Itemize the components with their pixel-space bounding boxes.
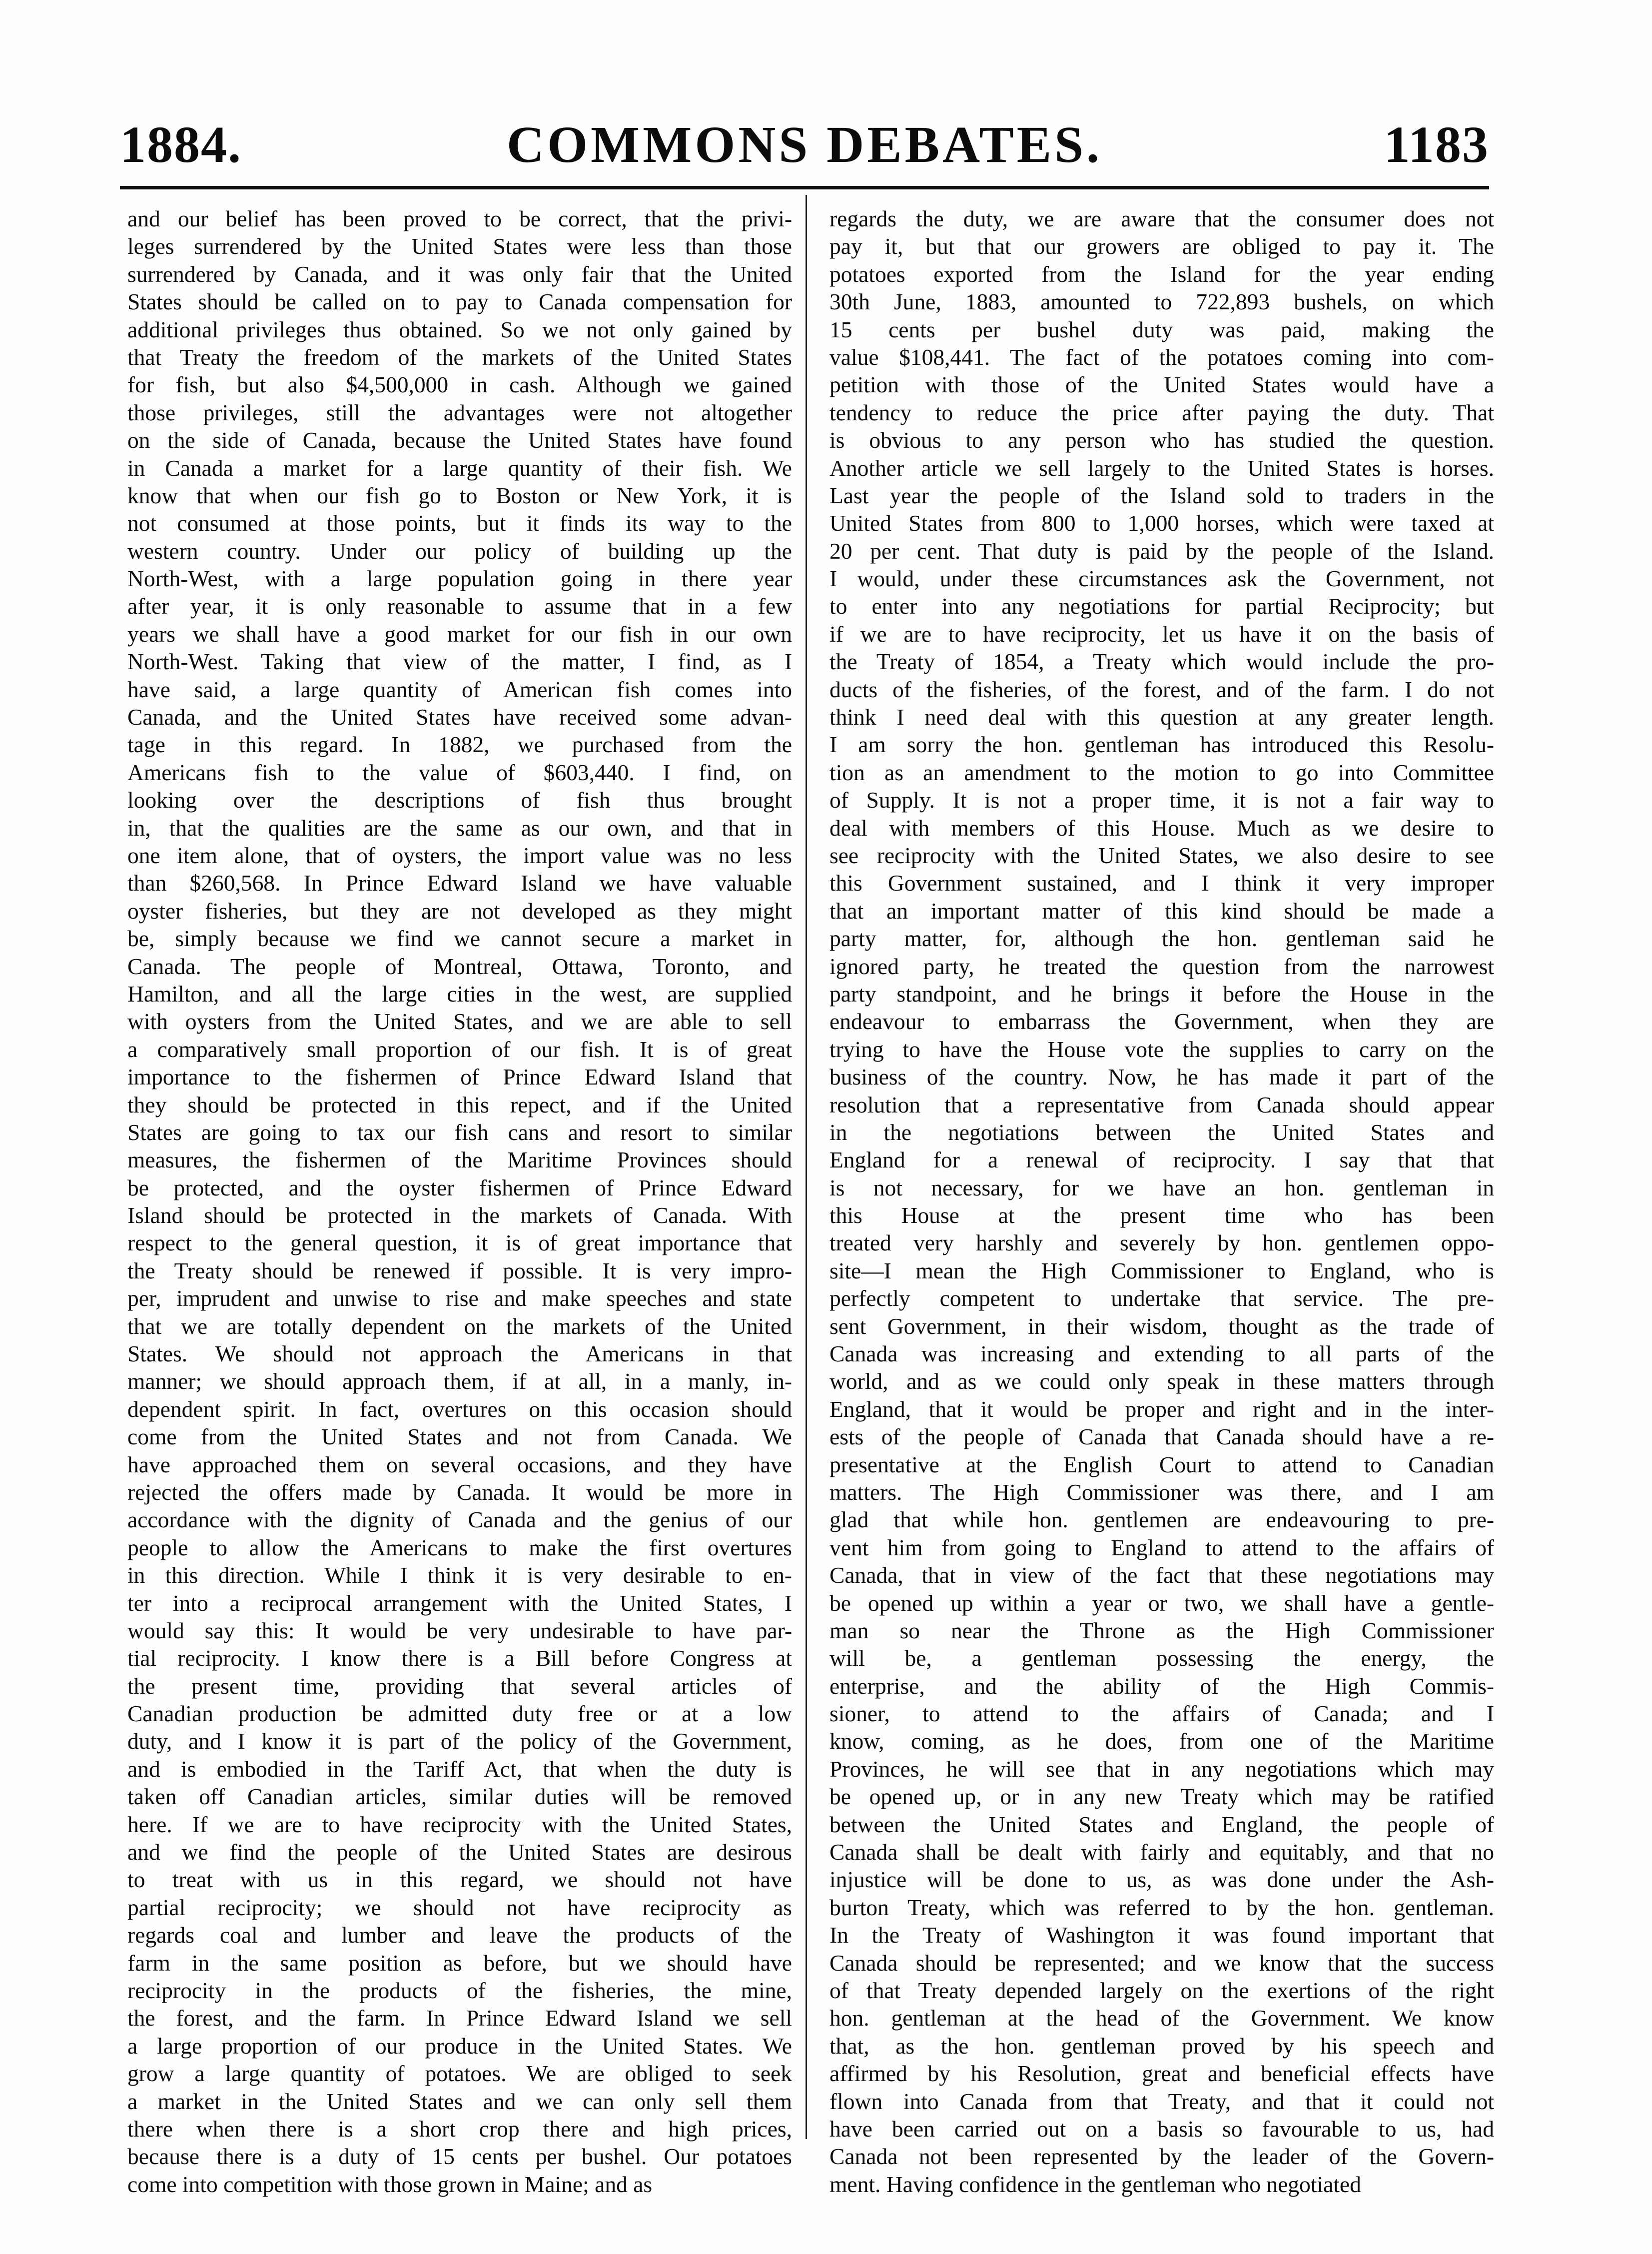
text-line: tion as an amendment to the motion to go into Committee — [829, 759, 1494, 785]
text-line: 20 per cent. That duty is paid by the people of the Island. — [829, 538, 1494, 564]
text-line: respect to the general question, it is of great importance that — [127, 1230, 792, 1256]
text-line: world, and as we could only speak in these matters through — [829, 1368, 1494, 1394]
text-line: because there is a duty of 15 cents per bushel. Our potatoes — [127, 2144, 792, 2170]
text-line: presentative at the English Court to attend to Canadian — [829, 1451, 1494, 1477]
text-line: hon. gentleman at the head of the Government. We know — [829, 2005, 1494, 2031]
text-line: those privileges, still the advantages were not altogether — [127, 399, 792, 425]
text-line: and is embodied in the Tariff Act, that when the duty is — [127, 1756, 792, 1782]
text-line: States should be called on to pay to Canada compensation for — [127, 289, 792, 315]
text-line: there when there is a short crop there and high prices, — [127, 2116, 792, 2142]
text-line: think I need deal with this question at any greater length. — [829, 704, 1494, 730]
text-line: in, that the qualities are the same as our own, and that in — [127, 815, 792, 841]
text-line: petition with those of the United States would have a — [829, 372, 1494, 398]
text-line: importance to the fishermen of Prince Edward Island that — [127, 1064, 792, 1090]
text-line: the forest, and the farm. In Prince Edward Island we sell — [127, 2005, 792, 2031]
text-line: come from the United States and not from Canada. We — [127, 1424, 792, 1450]
text-line: potatoes exported from the Island for the year ending — [829, 261, 1494, 287]
text-line: farm in the same position as before, but we should have — [127, 1950, 792, 1976]
text-line: a large proportion of our produce in the United States. We — [127, 2033, 792, 2059]
text-line: a market in the United States and we can only sell them — [127, 2088, 792, 2114]
text-line: in this direction. While I think it is very desirable to en- — [127, 1562, 792, 1588]
text-line: Canada should be represented; and we know that the success — [829, 1950, 1494, 1976]
text-line: see reciprocity with the United States, we also desire to see — [829, 842, 1494, 868]
text-line: between the United States and England, the people of — [829, 1811, 1494, 1837]
text-line: flown into Canada from that Treaty, and that it could not — [829, 2088, 1494, 2114]
text-line: come into competition with those grown in Maine; and as — [127, 2171, 653, 2197]
text-line: ests of the people of Canada that Canada should have a re- — [829, 1424, 1494, 1450]
text-line: years we shall have a good market for our fish in our own — [127, 621, 792, 647]
header-title: COMMONS DEBATES. — [507, 116, 1102, 173]
text-line: partial reciprocity; we should not have reciprocity as — [127, 1894, 792, 1920]
text-line: tial reciprocity. I know there is a Bill before Congress at — [127, 1645, 792, 1671]
text-line: looking over the descriptions of fish thus brought — [127, 787, 792, 813]
text-line: that Treaty the freedom of the markets of the United States — [127, 344, 792, 370]
text-line: ducts of the fisheries, of the forest, and of the farm. I do not — [829, 676, 1494, 702]
text-line: United States from 800 to 1,000 horses, which were taxed at — [829, 510, 1494, 536]
text-line: and we find the people of the United States are desirous — [127, 1839, 792, 1865]
text-line: grow a large quantity of potatoes. We are obliged to seek — [127, 2061, 792, 2087]
text-line: I am sorry the hon. gentleman has introduced this Resolu- — [829, 732, 1494, 758]
text-line: ment. Having confidence in the gentleman who negotiated — [829, 2171, 1361, 2197]
text-line: affirmed by his Resolution, great and beneficial effects have — [829, 2061, 1494, 2087]
text-line: Canada shall be dealt with fairly and equitably, and that no — [829, 1839, 1494, 1865]
text-line: endeavour to embarrass the Government, when they are — [829, 1009, 1494, 1035]
text-line: Canadian production be admitted duty free or at a low — [127, 1701, 792, 1727]
text-line: one item alone, that of oysters, the import value was no less — [127, 842, 792, 868]
text-line: that, as the hon. gentleman proved by his speech and — [829, 2033, 1494, 2059]
text-line: to enter into any negotiations for partial Reciprocity; but — [829, 593, 1494, 619]
text-line: Island should be protected in the markets of Canada. With — [127, 1202, 792, 1228]
text-line: party standpoint, and he brings it before the House in the — [829, 981, 1494, 1007]
text-line: I would, under these circumstances ask the Government, not — [829, 566, 1494, 592]
text-line: will be, a gentleman possessing the energy, the — [829, 1645, 1494, 1671]
text-line: ignored party, he treated the question from the narrowest — [829, 953, 1494, 979]
text-line: trying to have the House vote the supplies to carry on the — [829, 1036, 1494, 1062]
text-line: than $260,568. In Prince Edward Island we have valuable — [127, 870, 792, 896]
text-line: know that when our fish go to Boston or New York, it is — [127, 482, 792, 508]
text-line: if we are to have reciprocity, let us have it on the basis of — [829, 621, 1494, 647]
text-line: the Treaty should be renewed if possible. It is very impro- — [127, 1257, 792, 1283]
text-line: In the Treaty of Washington it was found important that — [829, 1922, 1494, 1948]
text-line: in the negotiations between the United States and — [829, 1119, 1494, 1145]
text-line: Canada not been represented by the leader of the Govern- — [829, 2144, 1494, 2170]
text-line: Hamilton, and all the large cities in the west, are supplied — [127, 981, 792, 1007]
text-line: have said, a large quantity of American fish comes into — [127, 676, 792, 702]
text-line: in Canada a market for a large quantity of their fish. We — [127, 455, 792, 481]
text-line: Canada was increasing and extending to all parts of the — [829, 1341, 1494, 1367]
text-line: manner; we should approach them, if at all, in a manly, in- — [127, 1368, 792, 1394]
text-line: leges surrendered by the United States were less than those — [127, 233, 792, 259]
text-line: 15 cents per bushel duty was paid, making the — [829, 316, 1494, 342]
text-line: Americans fish to the value of $603,440. I find, on — [127, 759, 792, 785]
running-head — [120, 105, 1489, 180]
text-line: that an important matter of this kind should be made a — [829, 898, 1494, 924]
text-line: this House at the present time who has been — [829, 1202, 1494, 1228]
text-line: deal with members of this House. Much as we desire to — [829, 815, 1494, 841]
text-line: Last year the people of the Island sold to traders in the — [829, 482, 1494, 508]
text-line: rejected the offers made by Canada. It would be more in — [127, 1479, 792, 1505]
header-rule — [120, 186, 1489, 189]
text-line: treated very harshly and severely by hon. gentlemen oppo- — [829, 1230, 1494, 1256]
text-line: matters. The High Commissioner was there, and I am — [829, 1479, 1494, 1505]
text-line: know, coming, as he does, from one of the Maritime — [829, 1728, 1494, 1754]
text-line: additional privileges thus obtained. So we not only gained by — [127, 316, 792, 342]
text-line: have approached them on several occasions, and they have — [127, 1451, 792, 1477]
text-line: is not necessary, for we have an hon. gentleman in — [829, 1174, 1494, 1200]
text-line: sent Government, in their wisdom, thought as the trade of — [829, 1313, 1494, 1339]
text-line: on the side of Canada, because the United States have found — [127, 427, 792, 453]
text-line: Canada, and the United States have received some advan- — [127, 704, 792, 730]
text-line: resolution that a representative from Canada should appear — [829, 1092, 1494, 1118]
text-line: be, simply because we find we cannot secure a market in — [127, 926, 792, 952]
text-line: Canada, that in view of the fact that these negotiations may — [829, 1562, 1494, 1588]
text-line: a comparatively small proportion of our fish. It is of great — [127, 1036, 792, 1062]
text-line: duty, and I know it is part of the policy of the Government, — [127, 1728, 792, 1754]
text-line: per, imprudent and unwise to rise and make speeches and state — [127, 1285, 792, 1311]
text-line: North-West. Taking that view of the matter, I find, as I — [127, 649, 792, 675]
text-line: the present time, providing that several articles of — [127, 1673, 792, 1699]
text-line: of that Treaty depended largely on the exertions of the right — [829, 1978, 1494, 2003]
text-line: measures, the fishermen of the Maritime Provinces should — [127, 1147, 792, 1173]
text-line: value $108,441. The fact of the potatoes coming into com- — [829, 344, 1494, 370]
left-column — [127, 205, 792, 2197]
header-page-number: 1183 — [1384, 116, 1489, 173]
text-line: injustice will be done to us, as was done under the Ash- — [829, 1867, 1494, 1893]
text-line: tage in this regard. In 1882, we purchased from the — [127, 732, 792, 758]
text-line: England for a renewal of reciprocity. I say that that — [829, 1147, 1494, 1173]
text-line: oyster fisheries, but they are not developed as they might — [127, 898, 792, 924]
text-line: site—I mean the High Commissioner to England, who is — [829, 1257, 1494, 1283]
column-divider — [806, 195, 807, 2139]
text-line: burton Treaty, which was referred to by the hon. gentleman. — [829, 1894, 1494, 1920]
text-line: with oysters from the United States, and we are able to sell — [127, 1009, 792, 1035]
text-line: would say this: It would be very undesirable to have par- — [127, 1617, 792, 1643]
text-line: party matter, for, although the hon. gentleman said he — [829, 926, 1494, 952]
text-line: Another article we sell largely to the United States is horses. — [829, 455, 1494, 481]
text-line: dependent spirit. In fact, overtures on this occasion should — [127, 1396, 792, 1422]
text-line: of Supply. It is not a proper time, it is not a fair way to — [829, 787, 1494, 813]
text-line: man so near the Throne as the High Commissioner — [829, 1617, 1494, 1643]
text-line: glad that while hon. gentlemen are endeavouring to pre- — [829, 1507, 1494, 1533]
text-line: regards coal and lumber and leave the products of the — [127, 1922, 792, 1948]
text-line: North-West, with a large population going in there year — [127, 566, 792, 592]
text-line: Provinces, he will see that in any negotiations which may — [829, 1756, 1494, 1782]
text-line: enterprise, and the ability of the High Commis- — [829, 1673, 1494, 1699]
text-line: have been carried out on a basis so favourable to us, had — [829, 2116, 1494, 2142]
text-line: business of the country. Now, he has made it part of the — [829, 1064, 1494, 1090]
text-line: for fish, but also $4,500,000 in cash. Although we gained — [127, 372, 792, 398]
text-line: reciprocity in the products of the fisheries, the mine, — [127, 1978, 792, 2003]
text-line: this Government sustained, and I think it very improper — [829, 870, 1494, 896]
text-line: after year, it is only reasonable to assume that in a few — [127, 593, 792, 619]
text-line: and our belief has been proved to be correct, that the privi- — [127, 206, 792, 231]
text-line: not consumed at those points, but it finds its way to the — [127, 510, 792, 536]
text-line: vent him from going to England to attend to the affairs of — [829, 1534, 1494, 1560]
text-line: to treat with us in this regard, we should not have — [127, 1867, 792, 1893]
text-line: pay it, but that our growers are obliged to pay it. The — [829, 233, 1494, 259]
text-line: that we are totally dependent on the markets of the United — [127, 1313, 792, 1339]
text-line: be protected, and the oyster fishermen of Prince Edward — [127, 1174, 792, 1200]
text-line: ter into a reciprocal arrangement with the United States, I — [127, 1590, 792, 1616]
text-line: accordance with the dignity of Canada and the genius of our — [127, 1507, 792, 1533]
text-line: be opened up within a year or two, we shall have a gentle- — [829, 1590, 1494, 1616]
text-line: be opened up, or in any new Treaty which may be ratified — [829, 1784, 1494, 1810]
text-line: here. If we are to have reciprocity with the United States, — [127, 1811, 792, 1837]
text-line: perfectly competent to undertake that service. The pre- — [829, 1285, 1494, 1311]
text-line: surrendered by Canada, and it was only fair that the United — [127, 261, 792, 287]
text-line: States. We should not approach the Americans in that — [127, 1341, 792, 1367]
text-line: is obvious to any person who has studied the question. — [829, 427, 1494, 453]
text-line: regards the duty, we are aware that the consumer does not — [829, 206, 1494, 231]
text-line: taken off Canadian articles, similar duties will be removed — [127, 1784, 792, 1810]
text-line: western country. Under our policy of building up the — [127, 538, 792, 564]
text-line: 30th June, 1883, amounted to 722,893 bushels, on which — [829, 289, 1494, 315]
right-column — [829, 205, 1494, 2197]
text-line: Canada. The people of Montreal, Ottawa, Toronto, and — [127, 953, 792, 979]
text-line: England, that it would be proper and right and in the inter- — [829, 1396, 1494, 1422]
text-line: they should be protected in this repect, and if the United — [127, 1092, 792, 1118]
text-line: sioner, to attend to the affairs of Canada; and I — [829, 1701, 1494, 1727]
text-line: States are going to tax our fish cans and resort to similar — [127, 1119, 792, 1145]
text-line: people to allow the Americans to make the first overtures — [127, 1534, 792, 1560]
text-line: tendency to reduce the price after paying the duty. That — [829, 399, 1494, 425]
text-line: the Treaty of 1854, a Treaty which would include the pro- — [829, 649, 1494, 675]
header-year: 1884. — [120, 116, 242, 173]
